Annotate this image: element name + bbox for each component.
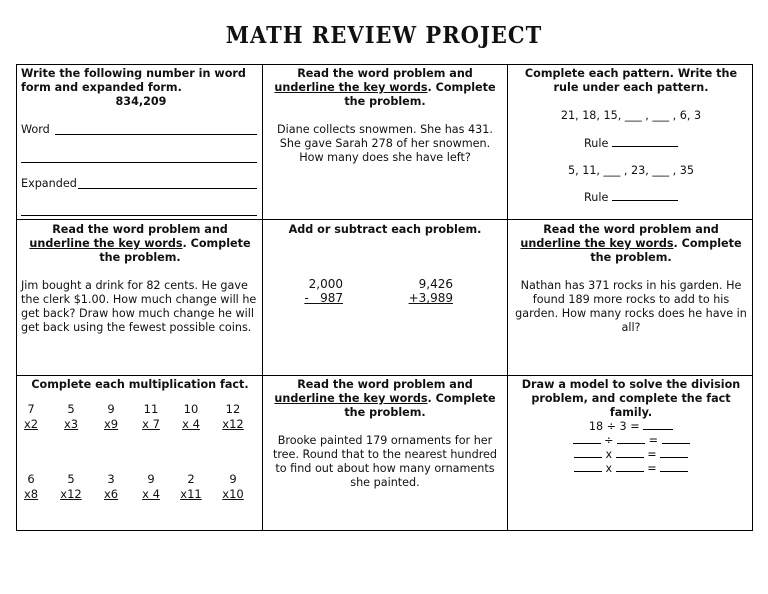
mult-fact: 7 x2 (23, 402, 39, 431)
instruction: Read the word problem and underline the key words. Complete the problem. (29, 223, 251, 264)
word-problem-text: Diane collects snowmen. She has 431. She gave Sarah 278 of her snowmen. How many does she have left? (277, 123, 493, 164)
cell-number-forms (21, 67, 261, 217)
instruction: Complete each multiplication fact. (31, 378, 249, 391)
mult-fact: 3 x6 (103, 472, 119, 501)
mult-fact: 9 x10 (222, 472, 244, 501)
fact-family-row: ÷ = (512, 434, 750, 448)
rule-1: Rule (512, 137, 750, 151)
word-label: Word (21, 123, 50, 136)
cell-division-fact-family (512, 378, 750, 528)
word-problem-text: Jim bought a drink for 82 cents. He gave the clerk $1.00. How much change will he get back? Draw how much change he will get back using the fewest possible coins. (21, 279, 257, 334)
word-answer-line[interactable] (55, 134, 257, 135)
mult-fact: 2 x11 (180, 472, 202, 501)
expanded-answer-line-2[interactable] (21, 215, 257, 216)
instruction: Write the following number in word form and expanded form. (21, 67, 246, 94)
instruction: Add or subtract each problem. (288, 223, 482, 236)
cell-word-problem-ornaments (267, 378, 503, 528)
mult-fact: 9 x9 (103, 402, 119, 431)
word-problem-text: Brooke painted 179 ornaments for her tree. Round that to the nearest hundred to find out about how many ornaments she painted. (272, 434, 498, 489)
page-title: MATH REVIEW PROJECT (225, 20, 543, 49)
mult-fact: 9 x 4 (142, 472, 160, 501)
cell-patterns (512, 67, 750, 217)
fact-family-row: x = (512, 462, 750, 476)
mult-fact: 10 x 4 (182, 402, 200, 431)
grid-divider (507, 65, 508, 530)
answer-blank[interactable] (643, 429, 673, 430)
review-grid (16, 64, 753, 531)
pattern-2: 5, 11, ___ , 23, ___ , 35 (567, 164, 695, 177)
minuend: 2,000 (308, 277, 343, 291)
grid-divider (17, 375, 752, 376)
mult-fact: 6 x8 (23, 472, 39, 501)
rule-2-blank[interactable] (612, 200, 678, 201)
mult-fact: 5 x12 (60, 472, 82, 501)
target-number: 834,209 (115, 95, 167, 108)
subtraction-problem (297, 277, 343, 305)
division-equation: 18 ÷ 3 = (512, 420, 750, 434)
mult-fact: 5 x3 (63, 402, 79, 431)
rule-2: Rule (512, 191, 750, 205)
instruction: Complete each pattern. Write the rule under each pattern. (524, 67, 738, 94)
rule-1-blank[interactable] (612, 146, 678, 147)
cell-word-problem-change (21, 223, 259, 373)
cell-word-problem-snowmen (267, 67, 503, 217)
addend-2: +3,989 (408, 291, 453, 305)
cell-word-problem-rocks (512, 223, 750, 373)
expanded-answer-line[interactable] (78, 188, 257, 189)
addition-problem (405, 277, 453, 305)
instruction: Read the word problem and underline the key words. Complete the problem. (274, 67, 496, 108)
grid-divider (262, 65, 263, 530)
instruction: Draw a model to solve the division problem, and complete the fact family. (521, 378, 741, 419)
instruction: Read the word problem and underline the key words. Complete the problem. (274, 378, 496, 419)
mult-fact: 12 x12 (222, 402, 244, 431)
word-answer-line-2[interactable] (21, 162, 257, 163)
addend-1: 9,426 (418, 277, 453, 291)
expanded-label: Expanded (21, 177, 77, 190)
grid-divider (17, 219, 752, 220)
pattern-1: 21, 18, 15, ___ , ___ , 6, 3 (560, 109, 702, 122)
subtrahend: - 987 (304, 291, 343, 305)
fact-family-row: x = (512, 448, 750, 462)
mult-fact: 11 x 7 (142, 402, 160, 431)
instruction: Read the word problem and underline the key words. Complete the problem. (520, 223, 742, 264)
cell-add-subtract (267, 223, 503, 373)
word-problem-text: Nathan has 371 rocks in his garden. He found 189 more rocks to add to his garden. How many rocks does he have in all? (515, 279, 747, 334)
cell-multiplication (21, 378, 259, 528)
